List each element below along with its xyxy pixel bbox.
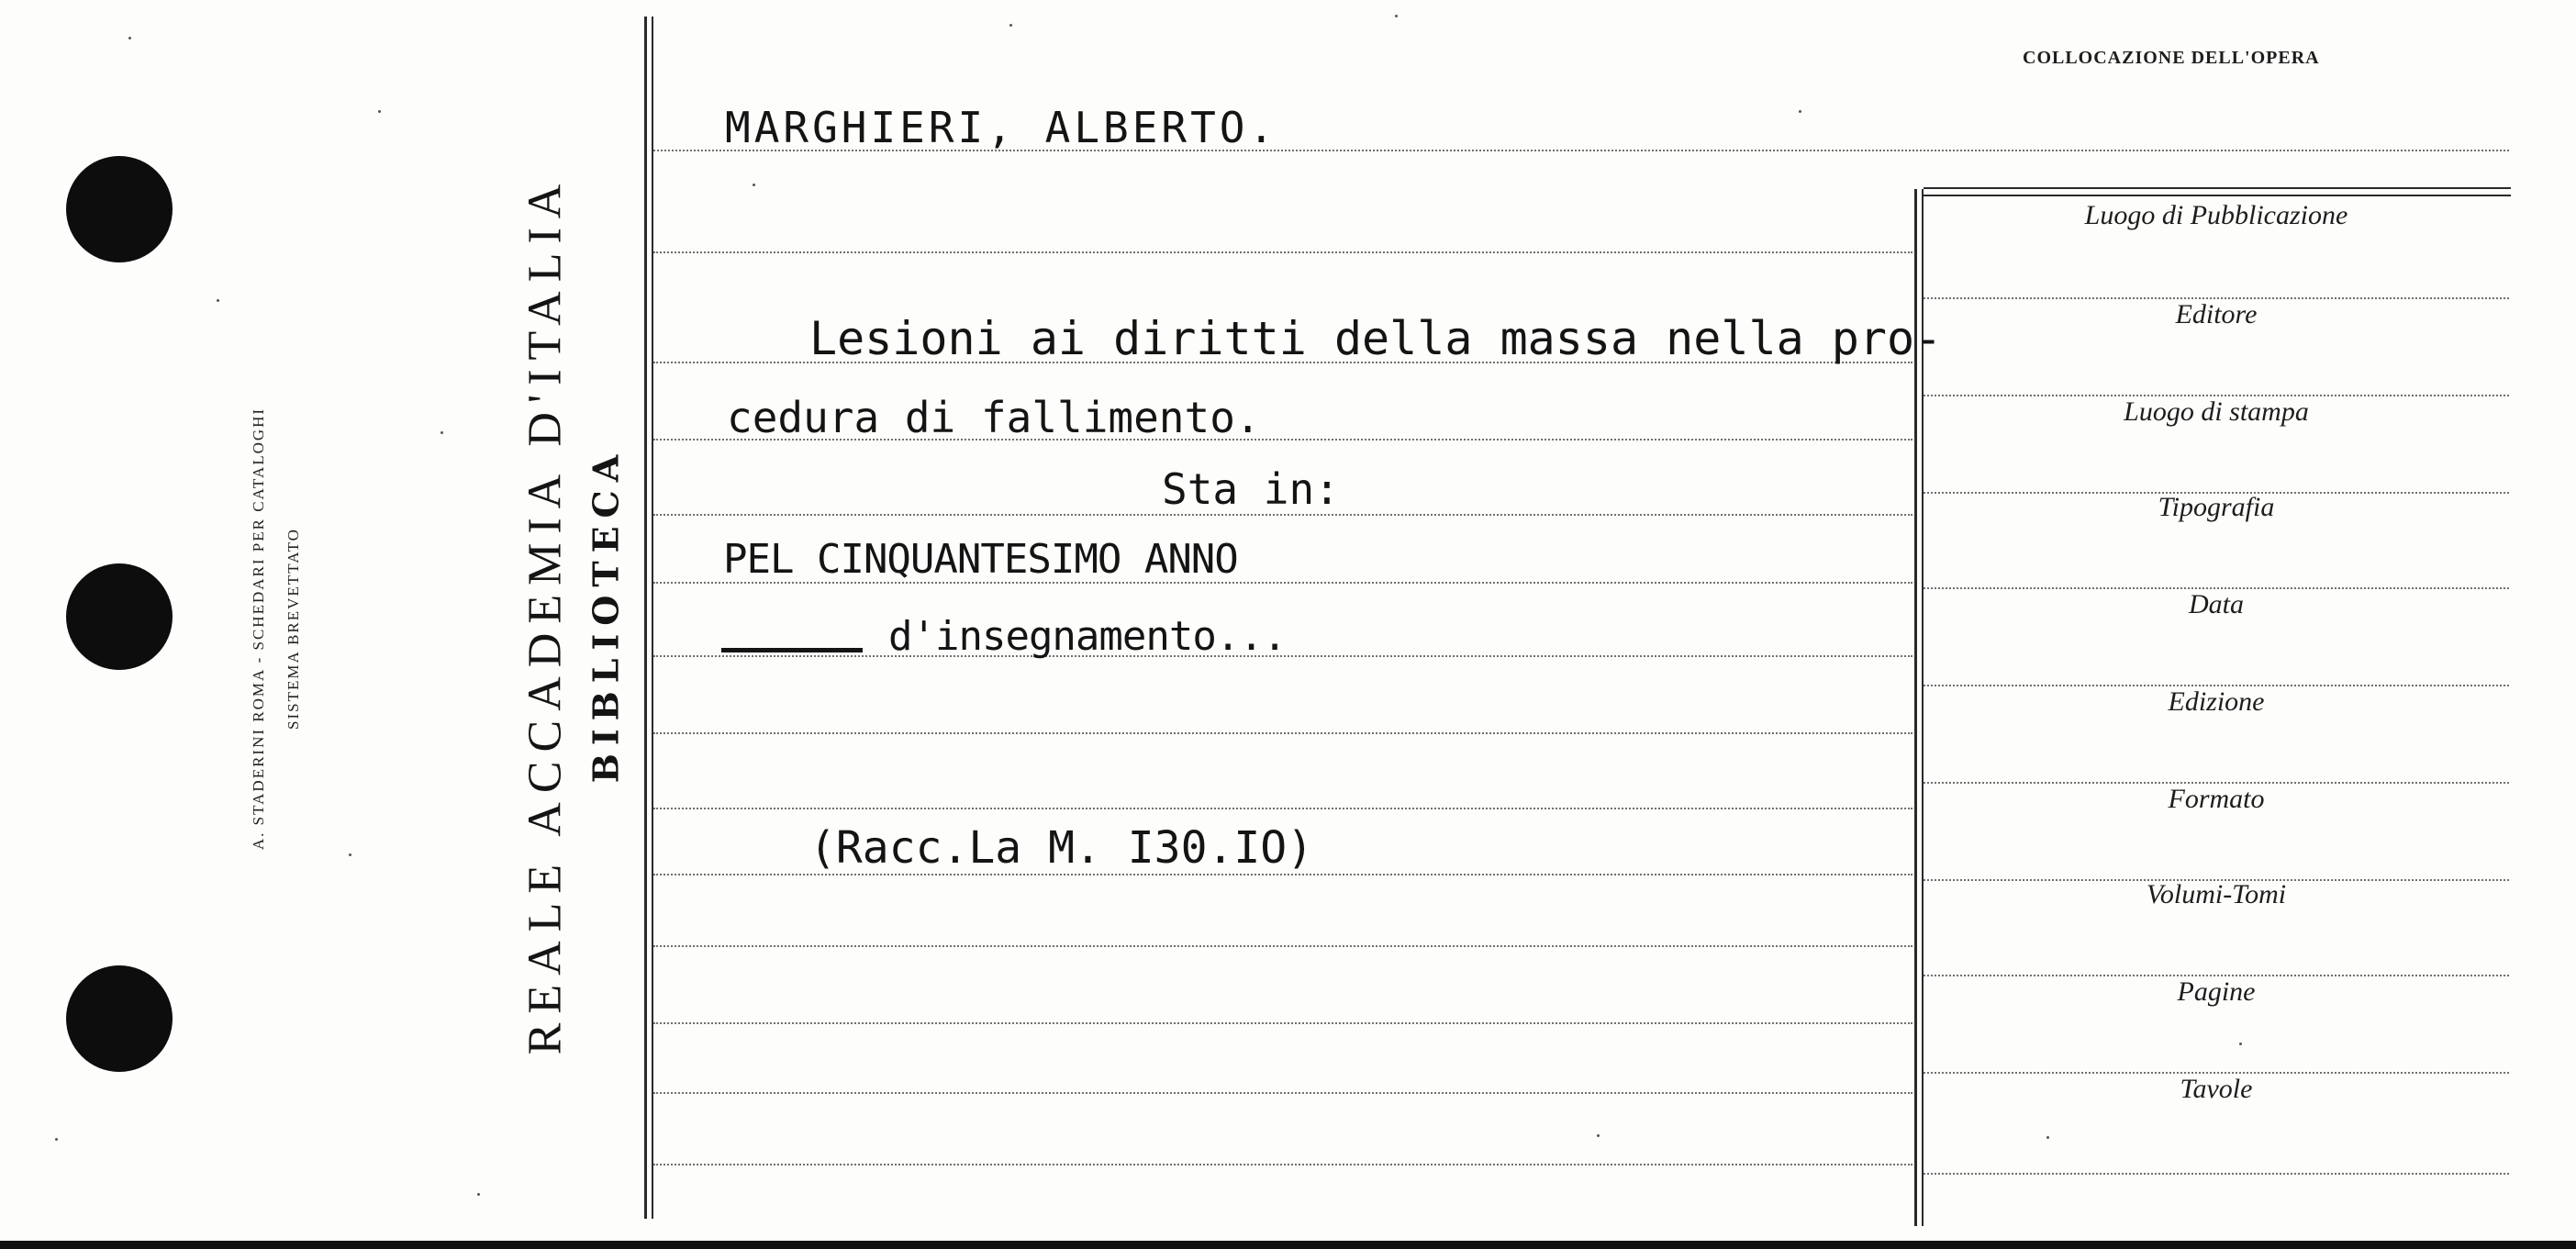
ruled-line: [653, 874, 1912, 875]
scan-speck: [217, 299, 219, 302]
punch-hole-middle: [66, 563, 173, 670]
collocazione-label: COLLOCAZIONE DELL'OPERA: [2023, 48, 2320, 68]
field-formato: Formato: [2168, 784, 2265, 814]
left-margin-rule: [644, 17, 647, 1219]
ruled-line: [653, 1022, 1912, 1024]
ruled-line: [653, 1092, 1912, 1094]
scan-speck: [1009, 24, 1012, 27]
academy-heading: REALE ACCADEMIA D'ITALIA: [519, 174, 572, 1055]
scan-speck: [477, 1193, 480, 1196]
scan-speck: [2239, 1043, 2242, 1045]
ruled-line: [653, 808, 1912, 809]
scan-speck: [55, 1138, 58, 1141]
punch-hole-top: [66, 156, 173, 262]
series-line-1: PEL CINQUANTESIMO ANNO: [723, 536, 1238, 583]
ruled-line: [653, 514, 1912, 516]
field-tipografia: Tipografia: [2158, 492, 2275, 522]
sta-in-label: Sta in:: [1162, 464, 1340, 514]
scan-speck: [1395, 15, 1398, 17]
shelfmark: (Racc.La M. I30.IO): [809, 822, 1314, 874]
title-line-1: Lesioni ai diritti della massa nella pro-: [809, 312, 1943, 365]
field-luogo-pubblicazione: Luogo di Pubblicazione: [2084, 200, 2348, 230]
ditto-dash: [721, 648, 863, 652]
field-editore: Editore: [2175, 299, 2258, 329]
printer-imprint: A. STADERINI ROMA - SCHEDARI PER CATALOGHI: [250, 407, 267, 851]
printer-imprint-subtitle: SISTEMA BREVETTATO: [284, 528, 302, 730]
field-data: Data: [2189, 589, 2244, 619]
ruled-line: [653, 945, 1912, 947]
scan-speck: [349, 853, 351, 856]
ruled-line: [653, 251, 1912, 253]
card-bottom-edge: [0, 1241, 2576, 1249]
punch-hole-bottom: [66, 965, 173, 1072]
ruled-line: [653, 1164, 1912, 1165]
ruled-line: [653, 732, 1912, 734]
author-heading: MARGHIERI, ALBERTO.: [725, 103, 1278, 152]
scan-speck: [378, 110, 381, 113]
scan-speck: [128, 37, 131, 39]
scan-speck: [2046, 1136, 2049, 1139]
field-luogo-stampa: Luogo di stampa: [2124, 396, 2309, 427]
field-tavole: Tavole: [2180, 1074, 2253, 1104]
scan-speck: [753, 184, 755, 186]
scan-speck: [1799, 110, 1801, 113]
field-column-top-rule-inner: [1924, 195, 2511, 196]
scan-speck: [440, 431, 443, 434]
field-volumi-tomi: Volumi-Tomi: [2146, 879, 2287, 909]
field-column-top-rule: [1924, 187, 2511, 189]
field-rule: [1924, 1173, 2509, 1175]
library-heading: BIBLIOTECA: [585, 446, 627, 784]
series-line-2: d'insegnamento...: [888, 613, 1287, 660]
left-margin-rule-inner: [652, 17, 653, 1219]
scan-speck: [1597, 1134, 1600, 1137]
field-pagine: Pagine: [2177, 976, 2256, 1007]
title-line-2: cedura di fallimento.: [727, 393, 1261, 442]
field-edizione: Edizione: [2168, 686, 2265, 717]
